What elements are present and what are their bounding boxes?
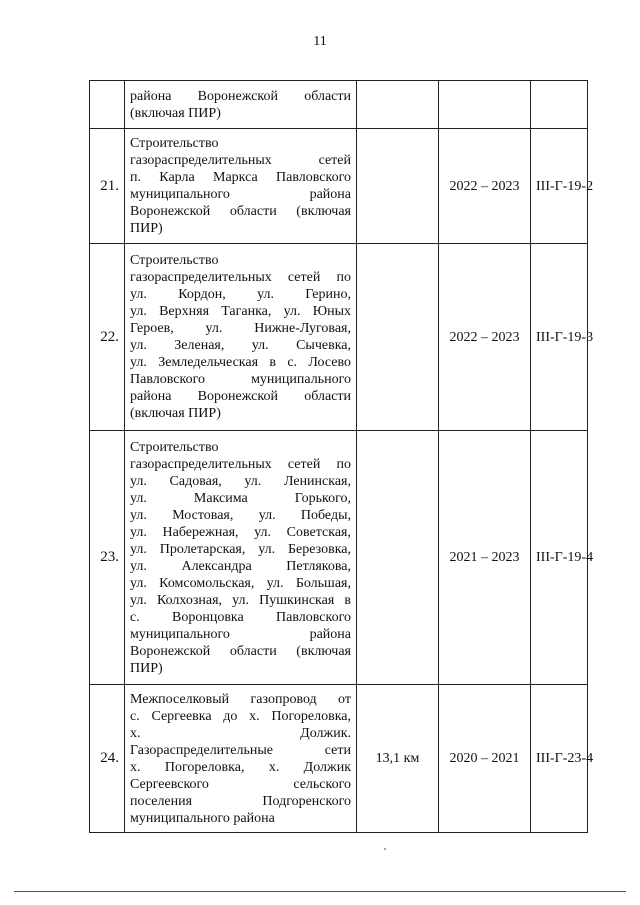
pipeline-length [357, 244, 439, 431]
object-name-line: Строительство [130, 136, 219, 151]
object-name-line: ул. Набережная, ул. Советская, [130, 524, 351, 540]
row-number: 23. [90, 431, 125, 685]
page-number: 11 [313, 34, 327, 49]
object-name [125, 81, 357, 129]
object-name-line: ул. Садовая, ул. Ленинская, [130, 473, 351, 489]
object-name-line: п. Карла Маркса Павловского [130, 170, 351, 185]
registry-table-body [90, 81, 594, 833]
object-name-line: муниципального района [130, 626, 351, 642]
object-name-line: (включая ПИР) [130, 105, 221, 121]
pipeline-length [357, 129, 439, 244]
object-name [125, 431, 357, 685]
object-name-line: с. Воронцовка Павловского [130, 609, 351, 625]
table-row [90, 685, 588, 833]
object-name-line: (включая ПИР) [130, 406, 221, 421]
object-name-line: района Воронежской области [130, 88, 351, 104]
object-name-line: ПИР) [130, 660, 163, 676]
row-number: 24. [90, 685, 125, 833]
table-row [90, 431, 588, 685]
object-code: III-Г-19-2 [531, 129, 588, 244]
object-name-line: поселения Подгоренского [130, 793, 351, 809]
pipeline-length: 13,1 км [357, 685, 439, 833]
construction-period: 2020 – 2021 [439, 685, 531, 833]
object-name-line: ул. Верхняя Таганка, ул. Юных [130, 304, 351, 319]
object-name-line: Воронежской области (включая [130, 643, 351, 659]
object-name-line: х. Должик. [130, 725, 351, 741]
object-code: III-Г-19-4 [531, 431, 588, 685]
object-name-line: ПИР) [130, 221, 163, 236]
object-name-line: с. Сергеевка до х. Погореловка, [130, 708, 351, 724]
table-row [90, 81, 588, 129]
object-code [531, 81, 588, 129]
object-name-line: ул. Земледельческая в с. Лосево [130, 355, 351, 370]
row-number [90, 81, 125, 129]
object-name [125, 685, 357, 833]
pipeline-length [357, 81, 439, 129]
object-name-line: района Воронежской области [130, 389, 351, 404]
object-name-line: муниципального района [130, 187, 351, 202]
object-name-line: Сергеевского сельского [130, 776, 351, 792]
object-name-line: Героев, ул. Нижне-Луговая, [130, 321, 351, 336]
object-code: III-Г-23-4 [531, 685, 588, 833]
construction-period [439, 81, 531, 129]
object-name [125, 244, 357, 431]
object-name [125, 129, 357, 244]
object-name-line: Строительство [130, 253, 219, 268]
object-name-line: газораспределительных сетей по [130, 270, 351, 285]
object-name-line: ул. Кордон, ул. Герино, [130, 287, 351, 302]
object-name-line: Межпоселковый газопровод от [130, 691, 351, 707]
construction-period: 2022 – 2023 [439, 129, 531, 244]
construction-period: 2021 – 2023 [439, 431, 531, 685]
object-name-line: ул. Пролетарская, ул. Березовка, [130, 541, 351, 557]
object-code: III-Г-19-3 [531, 244, 588, 431]
construction-period: 2022 – 2023 [439, 244, 531, 431]
bottom-divider [14, 891, 626, 892]
object-name-line: Воронежской области (включая [130, 204, 351, 219]
object-name-line: ул. Комсомольская, ул. Большая, [130, 575, 351, 591]
object-name-line: муниципального района [130, 810, 275, 826]
table-row [90, 244, 588, 431]
object-name-line: ул. Александра Петлякова, [130, 558, 351, 574]
object-name-line: х. Погореловка, х. Должик [130, 759, 351, 775]
pipeline-length [357, 431, 439, 685]
object-name-line: Газораспределительные сети [130, 742, 351, 758]
object-name-line: Павловского муниципального [130, 372, 351, 387]
object-name-line: ул. Колхозная, ул. Пушкинская в [130, 592, 351, 608]
table-row [90, 129, 588, 244]
row-number: 21. [90, 129, 125, 244]
object-name-line: газораспределительных сетей по [130, 456, 351, 472]
object-name-line: ул. Мостовая, ул. Победы, [130, 507, 351, 523]
registry-table [89, 80, 594, 833]
object-name-line: ул. Зеленая, ул. Сычевка, [130, 338, 351, 353]
object-name-line: газораспределительных сетей [130, 153, 351, 168]
object-name-line: ул. Максима Горького, [130, 490, 351, 506]
scan-speck [384, 848, 386, 850]
object-name-line: Строительство [130, 439, 219, 455]
row-number: 22. [90, 244, 125, 431]
